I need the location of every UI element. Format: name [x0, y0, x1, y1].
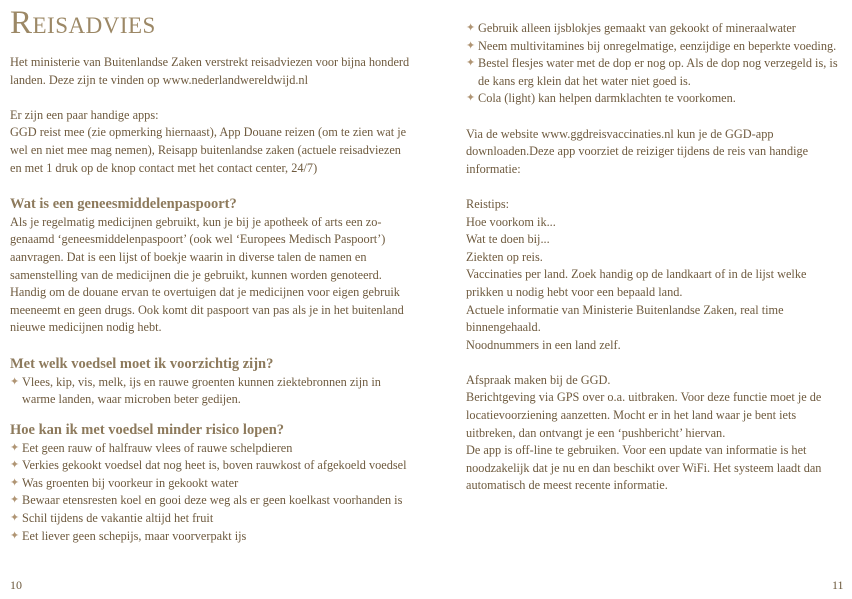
appointment-line: Berichtgeving via GPS over o.a. uitbraken. Voor deze functie moet je de locatievoorziening aanzetten. Mocht er in het land waar je bent iets uitbreken, dan ontvangt je een ‘pushbericht’ hiervan.	[466, 390, 822, 440]
tips-line: Noodnummers in een land zelf.	[466, 337, 621, 352]
apps-paragraph	[10, 107, 410, 177]
bullet-icon: ✦	[466, 57, 476, 70]
tips-line: Reistips:	[466, 196, 510, 211]
list-item: ✦ Bestel flesjes water met de dop er nog op. Als de dop nog verzegeld is, is de kans erg klein dat het water niet goed is.	[466, 56, 838, 88]
tips-line: Vaccinaties per land. Zoek handig op de landkaart of in de lijst welke prikken u nodig hebt voor een bepaald land.	[466, 267, 807, 299]
apps-heading-line: Er zijn een paar handige apps:	[10, 107, 159, 122]
list-item: ✦ Gebruik alleen ijsblokjes gemaakt van gekookt of mineraalwater	[466, 20, 846, 38]
list-item: ✦ Eet liever geen schepijs, maar voorverpakt ijs	[10, 528, 410, 546]
bullet-icon: ✦	[10, 512, 20, 525]
tips-line: Wat te doen bij...	[466, 232, 550, 247]
section-heading-passport: Wat is een geneesmiddelenpaspoort?	[10, 195, 237, 212]
travel-tips-block	[466, 196, 846, 354]
bullet-icon: ✦	[10, 529, 20, 542]
tips-line: Hoe voorkom ik...	[466, 214, 556, 229]
food-caution-list	[10, 374, 410, 409]
appointment-line: Afspraak maken bij de GGD.	[466, 372, 611, 387]
bullet-icon: ✦	[10, 441, 20, 454]
list-item: ✦ Vlees, kip, vis, melk, ijs en rauwe groenten kunnen ziektebronnen zijn in warme landen, waar microben beter gedijen.	[10, 374, 381, 407]
list-item: ✦ Schil tijdens de vakantie altijd het fruit	[10, 510, 410, 528]
tips-line: Ziekten op reis.	[466, 249, 543, 264]
list-item: ✦ Neem multivitamines bij onregelmatige, eenzijdige en beperkte voeding.	[466, 38, 846, 56]
appointment-line: De app is off-line te gebruiken. Voor een update van informatie is het noodzakelijk dat je nu en dan beschikt over WiFi. Het systeem laadt dan automatisch de meest recente informatie.	[466, 443, 822, 493]
section-heading-food-risk: Hoe kan ik met voedsel minder risico lopen?	[10, 421, 285, 438]
water-tips-list	[466, 20, 846, 108]
intro-paragraph: Het ministerie van Buitenlandse Zaken verstrekt reisadviezen voor bijna honderd landen. Deze zijn te vinden op www.nederlandwereldwijd.nl	[10, 55, 410, 87]
appointment-block	[466, 372, 846, 495]
bullet-icon: ✦	[466, 39, 476, 52]
page-title: Reisadvies	[10, 5, 156, 41]
bullet-icon: ✦	[10, 375, 20, 388]
bullet-icon: ✦	[10, 494, 20, 507]
page-number-left: 10	[10, 578, 22, 592]
left-page	[10, 6, 410, 557]
list-item: ✦ Verkies gekookt voedsel dat nog heet is, boven rauwkost of afgekoeld voedsel	[10, 457, 410, 475]
tips-line: Actuele informatie van Ministerie Buitenlandse Zaken, real time binnengehaald.	[466, 302, 784, 335]
bullet-icon: ✦	[466, 22, 476, 34]
passport-paragraph: Als je regelmatig medicijnen gebruikt, kun je bij je apotheek of arts een zo-genaamd ‘geneesmiddelenpaspoort’ (ook wel ‘Europees Medisch Paspoort’) aanvragen. Dat is een lijst of boekje waarin in diverse talen de namen en samenstelling van de medicijnen die je gebruikt, kunnen worden genoteerd. Handig om de douane ervan te overtuigen dat je medicijnen voor eigen gebruik meeneemt en geen drugs. Ook komt dit paspoort van pas als je in het buitenland nieuwe medicijnen nodig hebt.	[10, 214, 404, 335]
section-heading-food-caution: Met welk voedsel moet ik voorzichtig zijn?	[10, 355, 274, 372]
bullet-icon: ✦	[466, 92, 476, 105]
right-page	[466, 20, 846, 495]
bullet-icon: ✦	[10, 476, 20, 489]
bullet-icon: ✦	[10, 459, 20, 472]
list-item: ✦ Cola (light) kan helpen darmklachten te voorkomen.	[466, 90, 846, 108]
ggd-app-paragraph: Via de website www.ggdreisvaccinaties.nl kun je de GGD-app downloaden.Deze app voorziet de reiziger tijdens de reis van handige informatie:	[466, 126, 809, 176]
list-item: ✦ Bewaar etensresten koel en gooi deze weg als er geen koelkast voorhanden is	[10, 492, 410, 510]
list-item: ✦ Was groenten bij voorkeur in gekookt water	[10, 475, 410, 493]
page-number-right: 11	[832, 578, 844, 592]
list-item: ✦ Eet geen rauw of halfrauw vlees of rauwe schelpdieren	[10, 440, 410, 458]
apps-text: GGD reist mee (zie opmerking hiernaast), App Douane reizen (om te zien wat je wel en niet mee mag nemen), Reisapp buitenlandse zaken (actuele reisadviezen en met 1 druk op de knop contact met het contact center, 24/7)	[10, 125, 407, 175]
food-risk-list	[10, 440, 410, 546]
